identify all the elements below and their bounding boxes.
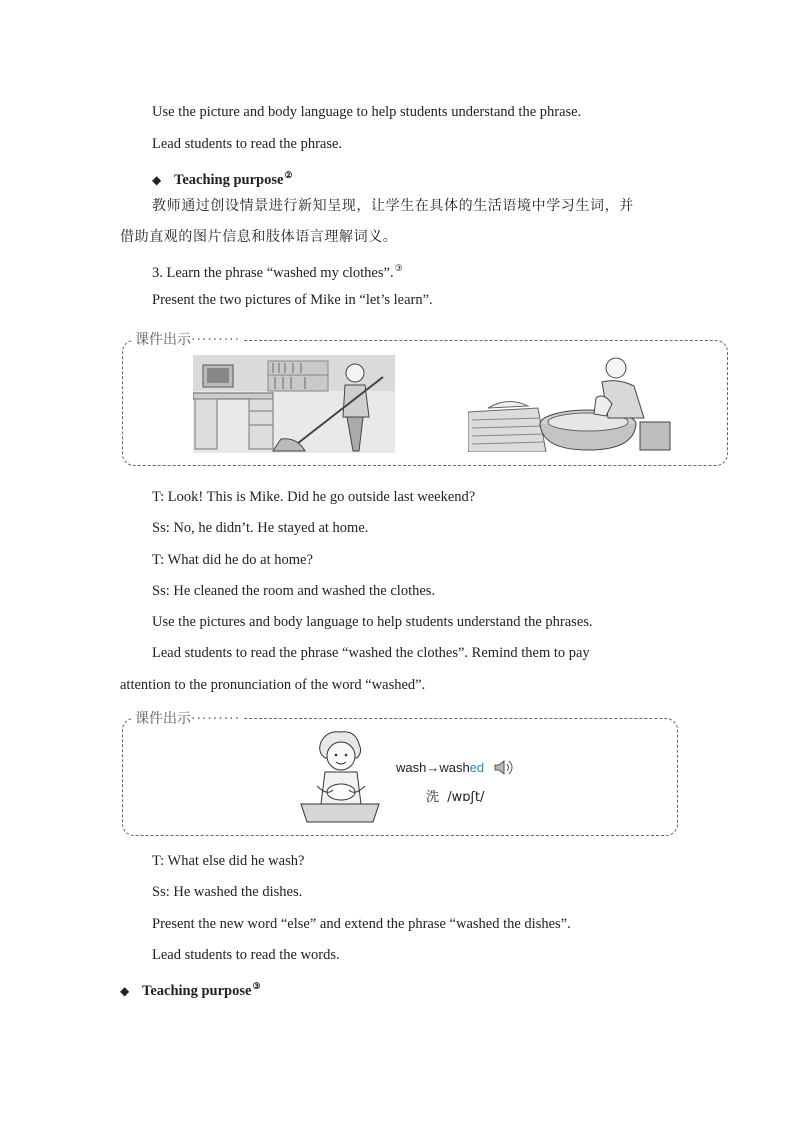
step-text: 3. Learn the phrase “washed my clothes”. (152, 264, 394, 281)
teaching-purpose-heading (120, 977, 261, 1000)
chinese-text-line: 教师通过创设情景进行新知呈现，让学生在具体的生活语境中学习生词，并 (152, 198, 634, 214)
dialogue-line: Ss: He washed the dishes. (152, 884, 303, 900)
courseware-box (122, 718, 678, 836)
text-line: Use the pictures and body language to help students understand the phrases. (152, 614, 593, 630)
wash-base: wash→wash (396, 760, 470, 775)
courseware-label-text: 课件出示 (135, 332, 191, 348)
text-line: Lead students to read the phrase “washed the clothes”. Remind them to pay (152, 645, 590, 661)
text-line: Lead students to read the words. (152, 947, 340, 963)
dialogue-line: T: Look! This is Mike. Did he go outside last weekend? (152, 489, 476, 505)
teaching-purpose-heading (152, 166, 293, 189)
text-line: Use the picture and body language to help students understand the phrase. (152, 104, 582, 120)
footnote-mark: ③ (394, 263, 403, 273)
footnote-mark: ② (284, 170, 293, 180)
footnote-mark: ③ (252, 981, 261, 991)
text-line: Lead students to read the phrase. (152, 136, 343, 152)
wash-past-tense-word (396, 760, 484, 775)
ed-suffix: ed (469, 760, 485, 775)
diamond-bullet-icon: ◆ (152, 172, 162, 187)
text-line: Present the new word “else” and extend the phrase “washed the dishes”. (152, 916, 571, 932)
courseware-label: 课件出示········· (132, 329, 243, 349)
dialogue-line: Ss: No, he didn’t. He stayed at home. (152, 520, 369, 536)
chinese-meaning: 洗 (426, 790, 440, 805)
text-line: Present the two pictures of Mike in “let’s learn”. (152, 292, 433, 308)
step-heading (152, 259, 403, 282)
text-line: attention to the pronunciation of the word “washed”. (120, 677, 426, 693)
phonetic-line (426, 786, 484, 805)
mike-cleaning-room-image (193, 355, 395, 453)
dialogue-line: T: What did he do at home? (152, 552, 313, 568)
speaker-icon[interactable] (494, 759, 516, 776)
courseware-label: 课件出示········· (132, 708, 243, 728)
chinese-text-line: 借助直观的图片信息和肢体语言理解词义。 (120, 229, 398, 245)
mike-washing-clothes-image (468, 352, 673, 452)
dialogue-line: Ss: He cleaned the room and washed the clothes. (152, 583, 436, 599)
boy-washing-dishes-image (297, 730, 383, 826)
courseware-label-text: 课件出示 (135, 711, 191, 727)
dialogue-line: T: What else did he wash? (152, 853, 305, 869)
heading-label: Teaching purpose (142, 982, 252, 999)
phonetic-transcription: /wɒʃt/ (447, 790, 485, 805)
heading-label: Teaching purpose (174, 171, 284, 188)
diamond-bullet-icon: ◆ (120, 983, 130, 998)
